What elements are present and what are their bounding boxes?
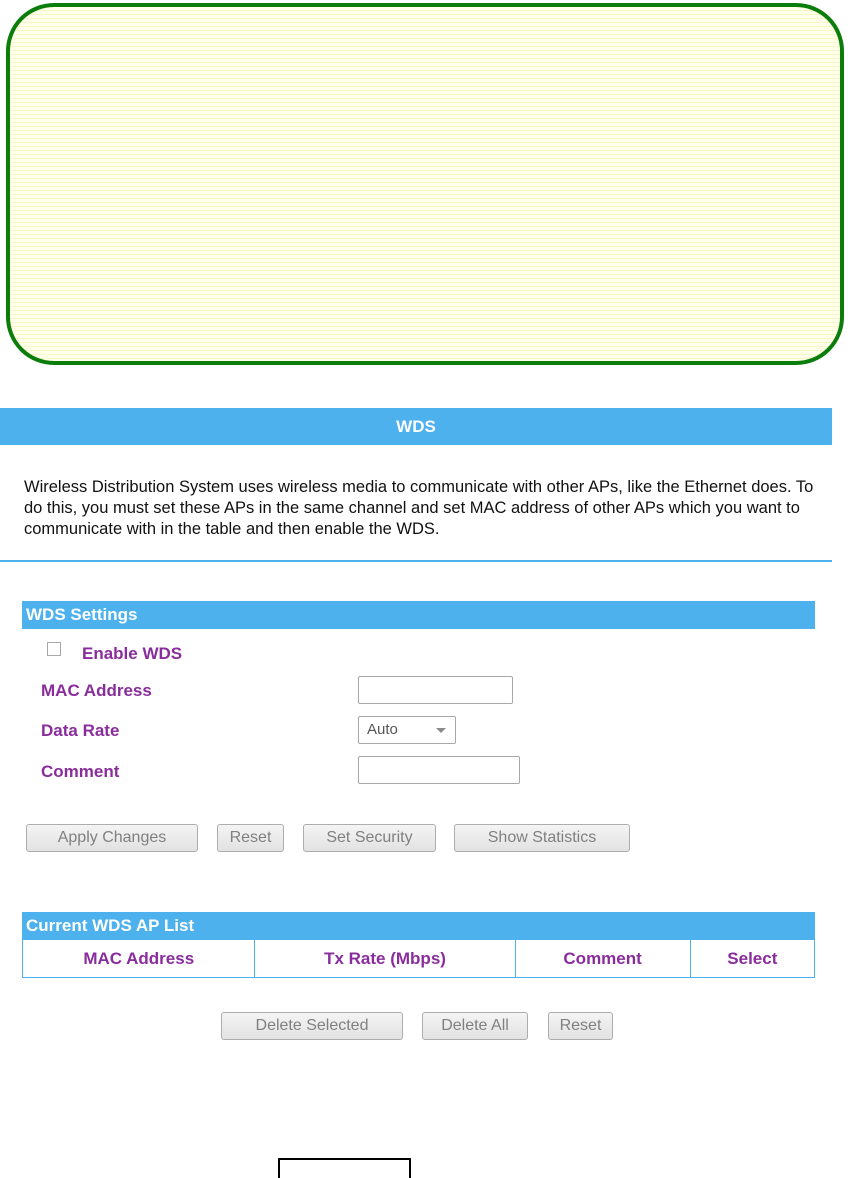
enable-wds-checkbox[interactable] bbox=[47, 642, 61, 656]
reset-button[interactable]: Reset bbox=[217, 824, 284, 852]
comment-input[interactable] bbox=[358, 756, 520, 784]
mac-address-label: MAC Address bbox=[41, 681, 152, 700]
column-select: Select bbox=[690, 940, 814, 978]
wds-settings-header: WDS Settings bbox=[22, 601, 815, 629]
column-comment: Comment bbox=[515, 940, 690, 978]
page-title: WDS bbox=[0, 408, 832, 445]
cropped-outline-box bbox=[278, 1158, 411, 1178]
table-header-row bbox=[23, 940, 815, 978]
column-tx-rate: Tx Rate (Mbps) bbox=[255, 940, 515, 978]
ap-list-table bbox=[22, 940, 815, 978]
comment-label: Comment bbox=[41, 762, 120, 781]
data-rate-select[interactable] bbox=[358, 716, 456, 744]
set-security-button[interactable]: Set Security bbox=[303, 824, 436, 852]
data-rate-label: Data Rate bbox=[41, 721, 120, 740]
column-mac-address: MAC Address bbox=[23, 940, 255, 978]
enable-wds-label: Enable WDS bbox=[82, 644, 183, 663]
delete-selected-button[interactable]: Delete Selected bbox=[221, 1012, 403, 1040]
note-callout-box bbox=[6, 3, 844, 365]
divider bbox=[0, 560, 832, 562]
ap-list-header: Current WDS AP List bbox=[22, 912, 815, 940]
page-description: Wireless Distribution System uses wireless media to communicate with other APs, like the Ethernet does. To do this, you must set these APs in the same channel and set MAC address of other APs which you want to communicate with in the table and then enable the WDS. bbox=[24, 478, 814, 538]
mac-address-input[interactable] bbox=[358, 676, 513, 704]
list-reset-button[interactable]: Reset bbox=[548, 1012, 613, 1040]
delete-all-button[interactable]: Delete All bbox=[422, 1012, 528, 1040]
data-rate-value: Auto bbox=[367, 721, 398, 738]
chevron-down-icon bbox=[436, 728, 446, 733]
apply-changes-button[interactable]: Apply Changes bbox=[26, 824, 198, 852]
show-statistics-button[interactable]: Show Statistics bbox=[454, 824, 630, 852]
